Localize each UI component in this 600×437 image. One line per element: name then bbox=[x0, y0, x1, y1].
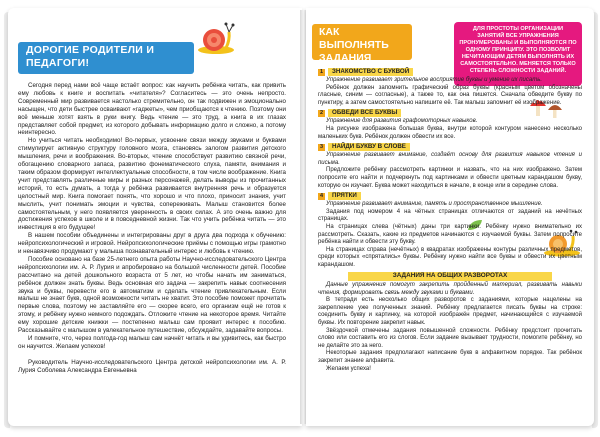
step-subtitle: Упражнение развивает зрительное восприятие буквы и умение их писать. bbox=[326, 77, 543, 83]
step-4 bbox=[318, 192, 582, 200]
left-page-body bbox=[18, 82, 286, 375]
right-page bbox=[306, 8, 594, 426]
step-number: 3 bbox=[319, 143, 324, 150]
step-text: Ребёнок должен запомнить графический образ буквы (красным цветом обозначены гласные, синим — согласные), а также то, как она пишется. Сначала обведите букву по пунктиру, а затем самостоятельно напишите её. Так малыш запомнит её изображение. bbox=[318, 84, 582, 106]
left-paragraph: Сегодня перед нами всё чаще встаёт вопрос: как научить ребёнка читать, как привить ему любовь к книге и воспитать «читателя»? Согласитесь — это очень непросто. Современный мир развивается настолько стремительно, он так подвижен и эмоционально насыщен, что дети быстрее осваивают «гаджеты», чем приобщаются к чтению. Поэтому они всё меньше хотят взять в руки книгу. Ведь чтение — это труд, а книга в их глазах представляет собой предмет, из которого добывать информацию долго и сложно, а потому неинтересно. bbox=[18, 82, 286, 137]
left-page-title: ДОРОГИЕ РОДИТЕЛИ И ПЕДАГОГИ! bbox=[18, 42, 194, 74]
section-title: ЗАДАНИЯ НА ОБЩИХ РАЗВОРОТАХ bbox=[348, 272, 552, 281]
section-text: Звёздочкой отмечены задания повышенной сложности. Ребёнку предстоит прочитать слово или составить его из слогов. Если задание вызывает трудности, помогите ребёнку, но не делайте это за него. bbox=[318, 327, 582, 349]
step-3 bbox=[318, 143, 582, 151]
left-paragraph: В нашем пособии объединены и интегрированы друг в друга два подхода к обучению: нейропсихологический и игровой. Нейропсихологические приёмы с помощью игры грамотно и ненавязчиво продумают у малыша познавательный интерес и любовь к чтению. bbox=[18, 232, 286, 256]
step-text: На рисунке изображена большая буква, внутри которой контуром нанесено несколько маленьких букв. Ребёнок должен обвести их все. bbox=[318, 125, 582, 140]
step-number: 2 bbox=[319, 109, 324, 116]
section-text: Некоторые задания предполагают написание букв в алфавитном порядке. Так ребёнок закрепит знание алфавита. bbox=[318, 350, 582, 364]
step-subtitle: Упражнение развивает внимание, память и пространственное мышление. bbox=[326, 201, 543, 208]
left-paragraph: Но учиться читать необходимо! Во-первых, усвоение связи между звуками и буквами стимулирует активную структуру головного мозга, становясь залогом развития детского мышления, речи и воображения. Во-вторых, чтение способствует развитию связной речи, обогащению словарного запаса, развитию фонематического слуха, памяти, внимания и таким образом формирует интеллектуальные способности, в том числе воображение. Книга учит представлять различные миры и разных персонажей, делать выводы из прочитанных историй, то есть думать, а тогда у ребёнка развивается внутренняя речь и образуется целостный мир. Книга помогает понять, что хорошо и что плохо, приносит знания, учит мыслить, учит понимать эмоции и чувства, сопереживать. Малыш становится более самостоятельным, у него появляется уверенность в своих силах. А это очень важно для достижения успехов в школе и в повседневной жизни. Так что учить ребёнка читать — это инвестиция в его будущее! bbox=[18, 137, 286, 232]
step-text: Предложите ребёнку рассмотреть картинки и назвать, что на них изображено. Затем попросите его найти и подчеркнуть под картинками и обвести цветным карандашом букву, которую он изучает. Буква может находиться в начале, в конце или в середине слова. bbox=[318, 167, 582, 189]
note-box: ДЛЯ ПРОСТОТЫ ОРГАНИЗАЦИИ ЗАНЯТИЙ ВСЕ УПРАЖНЕНИЯ ПРОНУМЕРОВАНЫ И ВЫПОЛНЯЮТСЯ ПО ОДНОМУ ПРИНЦИПУ. ЭТО ПОЗВОЛИТ НЕЧИТАЮЩИМ ДЕТЯМ ВЫПОЛНЯТЬ ИХ САМОСТОЯТЕЛЬНО. МЕНЯЕТСЯ ТОЛЬКО СТЕПЕНЬ СЛОЖНОСТИ ЗАДАНИЙ. bbox=[454, 22, 582, 86]
closing-text: Желаем успеха! bbox=[326, 365, 371, 372]
step-number: 1 bbox=[319, 68, 324, 75]
right-page-title: КАК ВЫПОЛНЯТЬ ЗАДАНИЯ bbox=[312, 24, 412, 60]
step-title: ПРЯТКИ bbox=[328, 192, 361, 200]
section-text: В тетради есть несколько общих разворотов с заданиями, которые нацелены на закрепление уже полученных знаний. Ребёнку предлагается писать буквы на строке: соединить букву и картинку, на которой изображён предмет, начинающийся с изучаемой буквы. Их повторение закрепит навык. bbox=[318, 297, 582, 326]
step-title: НАЙДИ БУКВУ В СЛОВЕ bbox=[328, 143, 410, 151]
left-paragraph: Пособие основано на базе 25-летнего опыта работы Научно-исследовательского Центра нейропсихологии им. А. Р. Лурия и апробировано на большой численности детей. Пособие рассчитано на детей дошкольного возраста от 5 лет, но чтобы начать им заниматься, ребёнок должен знать буквы. Ведь основная его задача — закрепить навык соотнесения звука и буквы, перевести его в автоматизм и сделать чтение привлекательным. Если малыш не знает букв, одной возможности читать не хватит. Это пособие поможет прочитать первые слова, поэтому не заставляйте его — скорее всего, его организм ещё не готов к этому, и ребёнку нужно немного подождать. Отложите чтение на некоторое время. Читайте ему хорошие детские книжки — постепенно малыш сам проявит интерес к пособию. Рассказывайте с малышом в увлекательное путешествие, обсуждайте, задавайте вопросы. bbox=[18, 255, 286, 335]
step-subtitle: Упражнение развивает внимание, создаёт основу для развития навыков чтения и письма. bbox=[318, 152, 582, 166]
step-subtitle: Упражнение для развития графомоторных навыков. bbox=[326, 118, 478, 125]
step-title: ЗНАКОМСТВО С БУКВОЙ bbox=[328, 68, 413, 76]
signature: Руководитель Научно-исследовательского Центра детской нейропсихологии им. А. Р. Лурия Соболева Александра Евгеньевна bbox=[18, 358, 286, 374]
section-subtitle: Данные упражнения помогут закрепить пройденный материал, развивать навыки чтения, формировать связь между звуками и буквами. bbox=[318, 281, 582, 296]
book-spread bbox=[4, 2, 596, 432]
left-page bbox=[8, 8, 302, 426]
right-page-body bbox=[318, 66, 582, 373]
snail-icon bbox=[196, 22, 236, 56]
step-text: На страницах слева (чётных) даны три картинки. Ребёнку нужно внимательно их рассмотреть. Сказать, какие из предметов начинаются с изучаемой буквы. Затем попросите ребёнка найти и обвести эту букву. bbox=[318, 223, 582, 246]
step-text: Задания под номером 4 на чётных страницах отличаются от заданий на нечётных страницах. bbox=[318, 208, 582, 223]
step-text: На страницах справа (нечётных) в квадратах изображены контуры различных предметов, среди которых «спрятались» буквы. Ребёнку нужно найти все буквы и обвести их цветным карандашом. bbox=[318, 246, 582, 268]
left-paragraph: И помните, что, через полгода-год малыш сам начнёт читать и вы удивитесь, как быстро он научится. Желаем успехов! bbox=[18, 335, 286, 350]
step-2 bbox=[318, 109, 582, 117]
step-1 bbox=[318, 68, 582, 76]
step-number: 4 bbox=[319, 192, 324, 199]
step-title: ОБВЕДИ ВСЕ БУКВЫ bbox=[328, 109, 401, 117]
